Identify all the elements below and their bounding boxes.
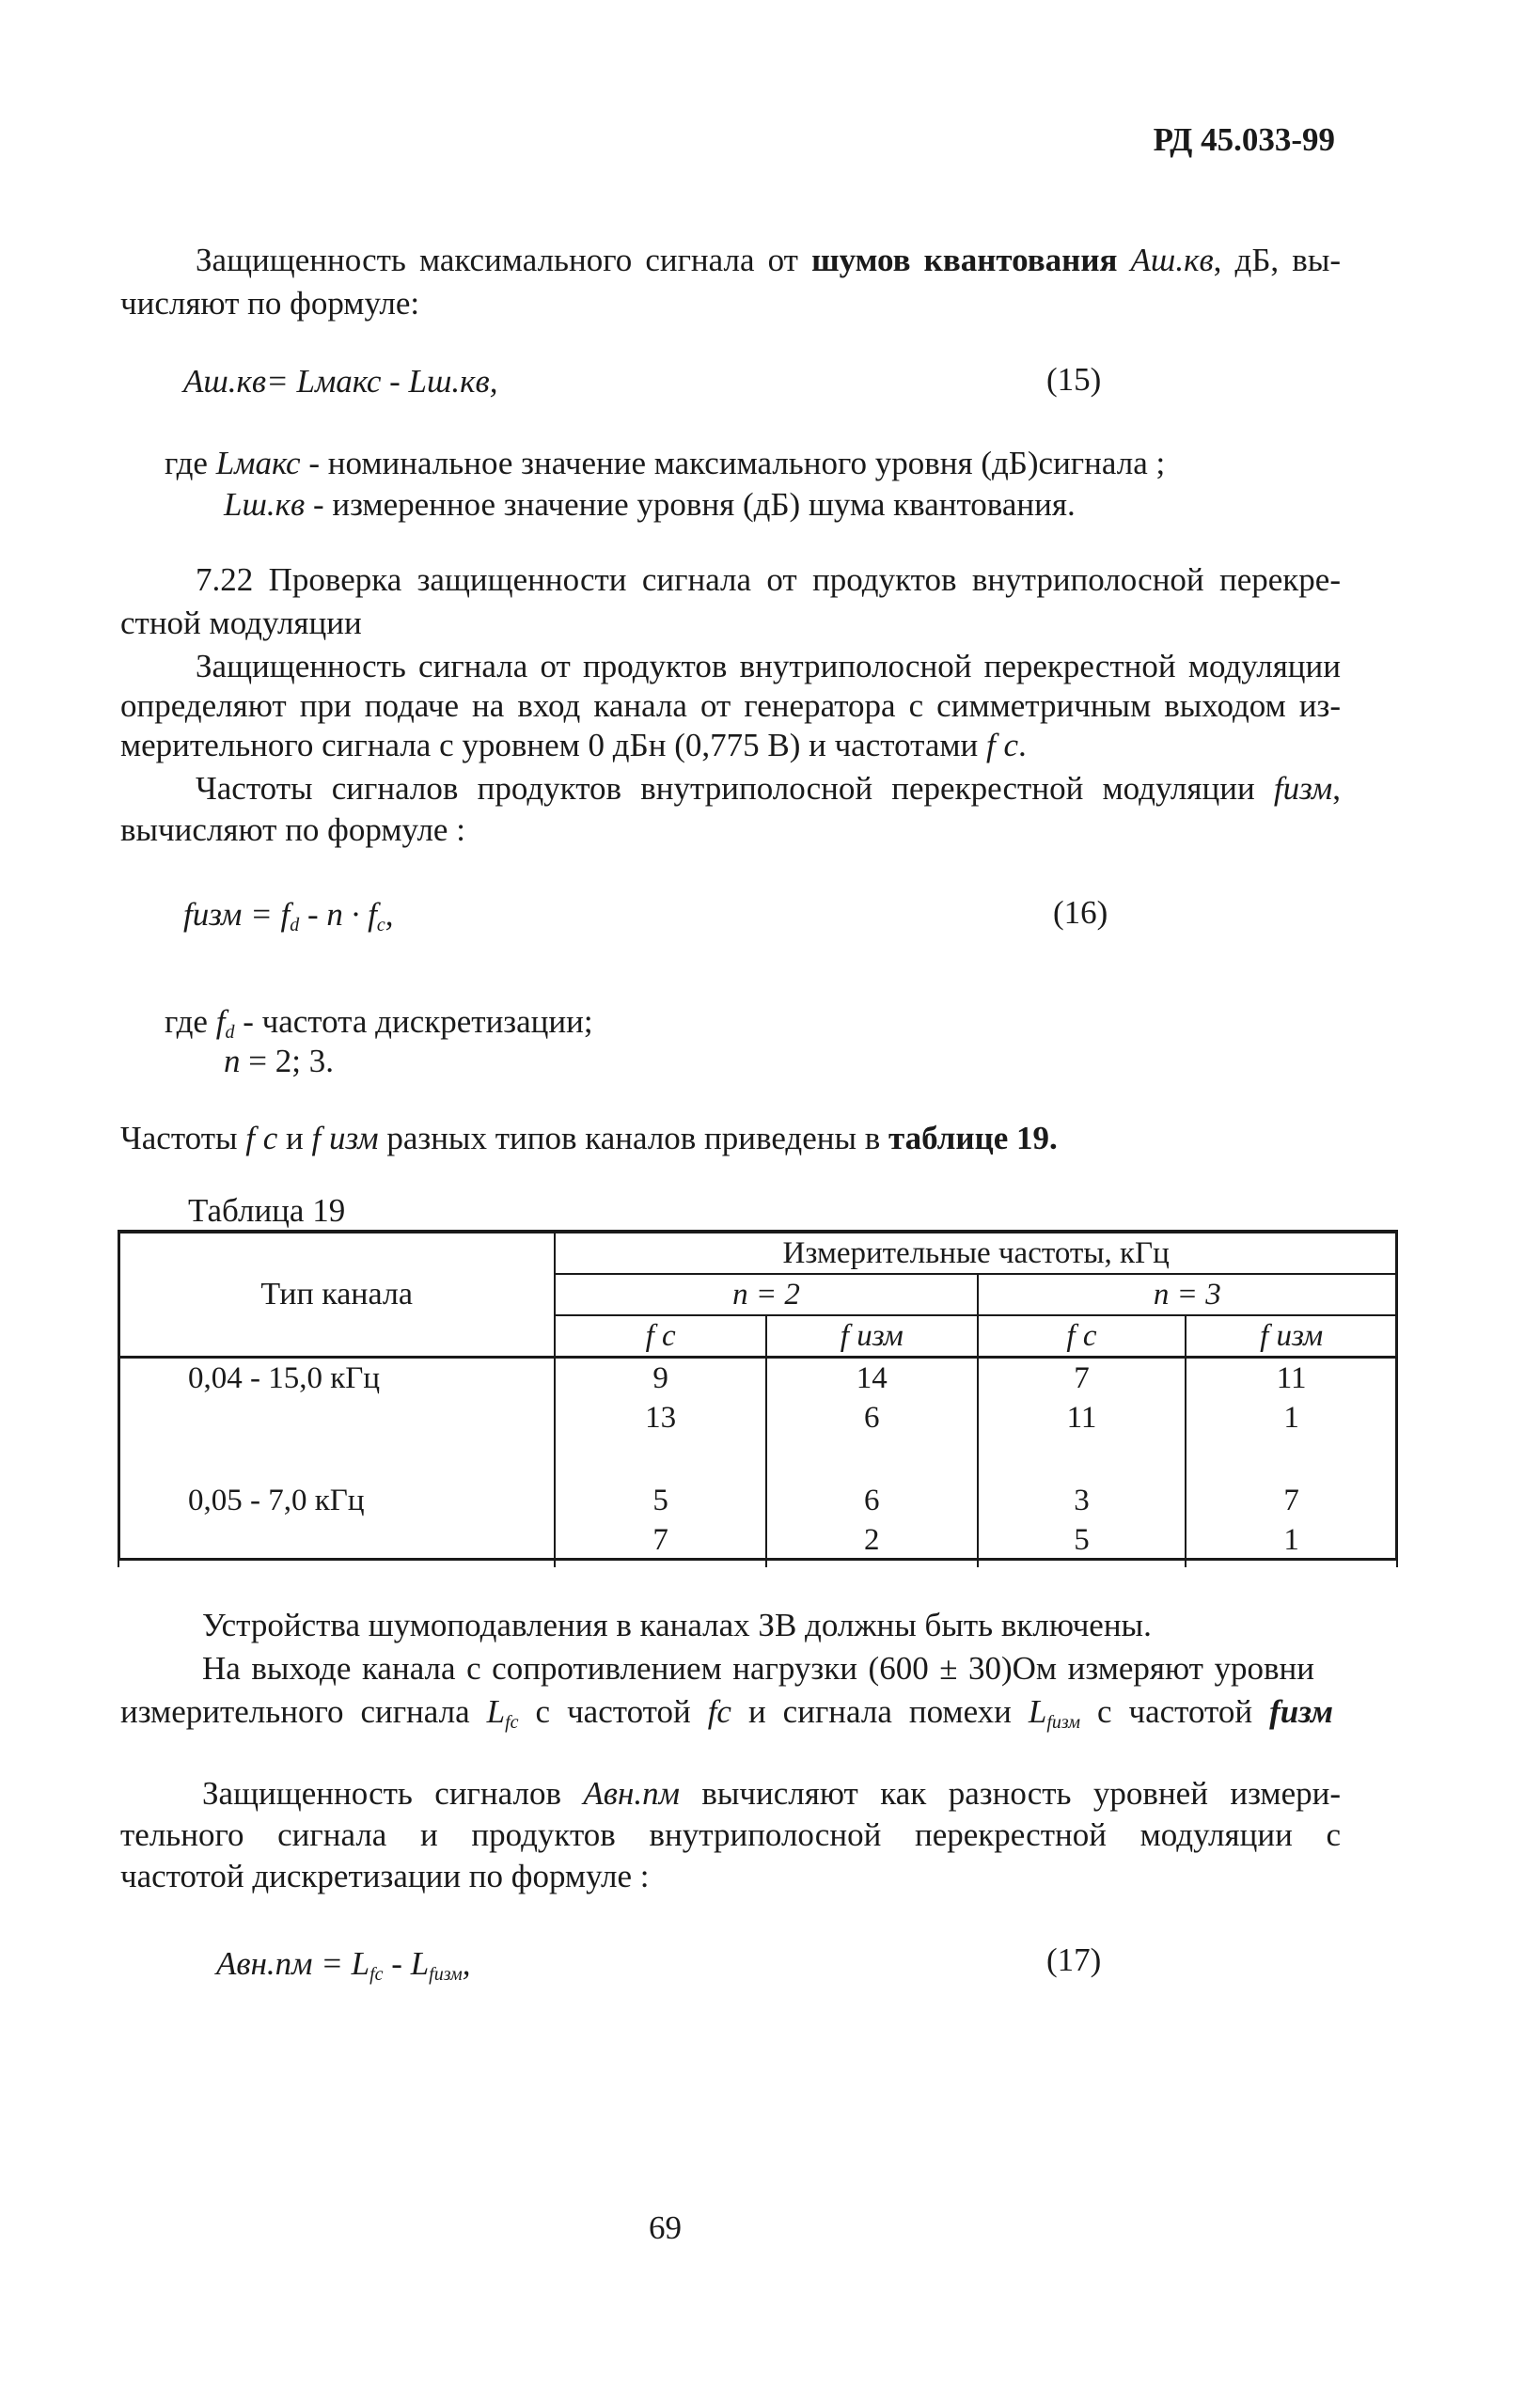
text-run: где bbox=[165, 1003, 216, 1040]
table-19 bbox=[118, 1232, 1398, 1567]
text-run: Частоты bbox=[120, 1120, 246, 1156]
text-run: Авн.пм bbox=[583, 1775, 680, 1812]
formula-number: (16) bbox=[1053, 894, 1108, 931]
paragraph-line bbox=[202, 1772, 1341, 1815]
table-row bbox=[118, 1357, 1397, 1481]
text-run: - L bbox=[383, 1945, 430, 1982]
subscript: fизм bbox=[429, 1964, 463, 1985]
header-fizm: f изм bbox=[766, 1315, 978, 1357]
text-run: с частотой bbox=[1079, 1693, 1270, 1730]
text-run: Защищенность сигнала от продуктов внутриполосной перекрестной модуляции bbox=[196, 648, 1341, 684]
cell-value: 5 7 bbox=[555, 1481, 766, 1567]
text-run: мерительного сигнала с уровнем 0 дБн (0,775 В) и частотами bbox=[120, 727, 987, 763]
text-run: fизм bbox=[1273, 770, 1333, 807]
text-run: Частоты сигналов продуктов внутриполосной перекрестной модуляции bbox=[196, 770, 1274, 807]
text-run: Lш.кв bbox=[224, 486, 306, 523]
formula-17 bbox=[216, 1942, 471, 1996]
text-run: L bbox=[486, 1693, 506, 1730]
text-run: где bbox=[165, 445, 216, 481]
text-run: Защищенность максимального сигнала от bbox=[196, 242, 812, 278]
paragraph-line bbox=[196, 239, 1341, 282]
formula-15: Аш.кв= Lмакс - Lш.кв, bbox=[183, 363, 498, 400]
cell-value: 7 11 bbox=[978, 1357, 1186, 1481]
text-run: = 2; 3. bbox=[240, 1043, 334, 1079]
text-run: тельного сигнала и продуктов внутриполосной перекрестной модуляции с bbox=[120, 1816, 1341, 1853]
cell-value: 9 13 bbox=[555, 1357, 766, 1481]
cell-type: 0,04 - 15,0 кГц bbox=[118, 1357, 555, 1481]
text-run: таблице 19. bbox=[888, 1120, 1058, 1156]
text-run: f с bbox=[245, 1120, 278, 1156]
text-run: fизм bbox=[1269, 1693, 1333, 1730]
subscript: d bbox=[225, 1022, 235, 1043]
text-run: 7.22 Проверка защищенности сигнала от продуктов внутриполосной перекре- bbox=[196, 561, 1341, 598]
text-run: fc bbox=[707, 1693, 731, 1730]
header-n2: n = 2 bbox=[555, 1274, 977, 1315]
cell-type: 0,05 - 7,0 кГц bbox=[118, 1481, 555, 1567]
text-run: - n · f bbox=[299, 896, 377, 933]
paragraph-line bbox=[120, 1814, 1341, 1857]
cell-value: 7 1 bbox=[1186, 1481, 1397, 1567]
paragraph-line bbox=[120, 724, 1027, 767]
header-fc: f с bbox=[978, 1315, 1186, 1357]
header-n3: n = 3 bbox=[978, 1274, 1397, 1315]
subscript: c bbox=[376, 915, 385, 935]
paragraph-line bbox=[120, 1117, 1058, 1160]
subscript: fc bbox=[369, 1964, 384, 1985]
header-channel-type: Тип канала bbox=[118, 1233, 555, 1357]
text-run: Lмакс bbox=[215, 445, 301, 481]
definition-line bbox=[224, 1040, 334, 1083]
paragraph-line: частотой дискретизации по формуле : bbox=[120, 1858, 650, 1894]
definition-line bbox=[224, 483, 1076, 526]
section-heading bbox=[196, 558, 1341, 602]
formula-number: (15) bbox=[1046, 361, 1102, 398]
paragraph-line: вычисляют по формуле : bbox=[120, 811, 465, 848]
paragraph-line: числяют по формуле: bbox=[120, 285, 420, 322]
paragraph-line bbox=[202, 1647, 1314, 1690]
text-run: - частота дискретизации; bbox=[234, 1003, 593, 1040]
header-fizm: f изм bbox=[1186, 1315, 1397, 1357]
text-run: шумов квантования bbox=[811, 242, 1118, 278]
document-code: РД 45.033-99 bbox=[1153, 121, 1335, 158]
text-run: измерительного сигнала bbox=[120, 1693, 487, 1730]
cell-value: 11 1 bbox=[1186, 1357, 1397, 1481]
text-run: f bbox=[215, 1003, 226, 1040]
text-run: . bbox=[1018, 727, 1027, 763]
formula-16 bbox=[183, 893, 393, 947]
definition-line bbox=[165, 442, 1165, 485]
text-run: Авн.пм = L bbox=[216, 1945, 370, 1982]
text-run: Защищенность сигналов bbox=[202, 1775, 584, 1812]
table-row bbox=[118, 1481, 1397, 1567]
table-caption: Таблица 19 bbox=[188, 1192, 346, 1229]
text-run: - измеренное значение уровня (дБ) шума квантования. bbox=[305, 486, 1076, 523]
formula-number: (17) bbox=[1046, 1941, 1102, 1978]
subscript: d bbox=[290, 915, 300, 935]
header-fc: f с bbox=[555, 1315, 766, 1357]
text-run: f изм bbox=[311, 1120, 379, 1156]
text-run: , bbox=[1332, 770, 1341, 807]
section-heading-cont: стной модуляции bbox=[120, 605, 362, 641]
text-run: вычисляют как разность уровней измери- bbox=[679, 1775, 1342, 1812]
paragraph-line bbox=[196, 645, 1341, 688]
text-run: и сигнала помехи bbox=[731, 1693, 1029, 1730]
header-measurement-frequencies: Измерительные частоты, кГц bbox=[555, 1233, 1397, 1274]
text-run: Аш.кв bbox=[1117, 242, 1214, 278]
paragraph-line bbox=[120, 1690, 1333, 1744]
text-run: , bbox=[385, 896, 394, 933]
cell-value: 14 6 bbox=[766, 1357, 978, 1481]
cell-value: 3 5 bbox=[978, 1481, 1186, 1567]
text-run: определяют при подаче на вход канала от генератора с симметричным выходом из- bbox=[120, 687, 1341, 724]
page-number: 69 bbox=[649, 2209, 682, 2246]
text-run: разных типов каналов приведены в bbox=[378, 1120, 889, 1156]
paragraph-line bbox=[120, 684, 1341, 728]
text-run: На выходе канала с сопротивлением нагрузки (600 ± 30)Ом измеряют уровни bbox=[202, 1650, 1314, 1687]
text-run: fизм = f bbox=[183, 896, 291, 933]
text-run: f с bbox=[986, 727, 1019, 763]
subscript: fизм bbox=[1046, 1712, 1080, 1733]
paragraph-line: Устройства шумоподавления в каналах ЗВ должны быть включены. bbox=[202, 1607, 1152, 1643]
text-run: , дБ, вы- bbox=[1213, 242, 1341, 278]
text-run: , bbox=[462, 1945, 471, 1982]
text-run: L bbox=[1028, 1693, 1047, 1730]
text-run: и bbox=[277, 1120, 312, 1156]
cell-value: 6 2 bbox=[766, 1481, 978, 1567]
text-run: с частотой bbox=[518, 1693, 708, 1730]
text-run: n bbox=[224, 1043, 241, 1079]
paragraph-line bbox=[196, 767, 1341, 810]
text-run: - номинальное значение максимального уровня (дБ)сигнала ; bbox=[300, 445, 1166, 481]
subscript: fc bbox=[505, 1712, 519, 1733]
